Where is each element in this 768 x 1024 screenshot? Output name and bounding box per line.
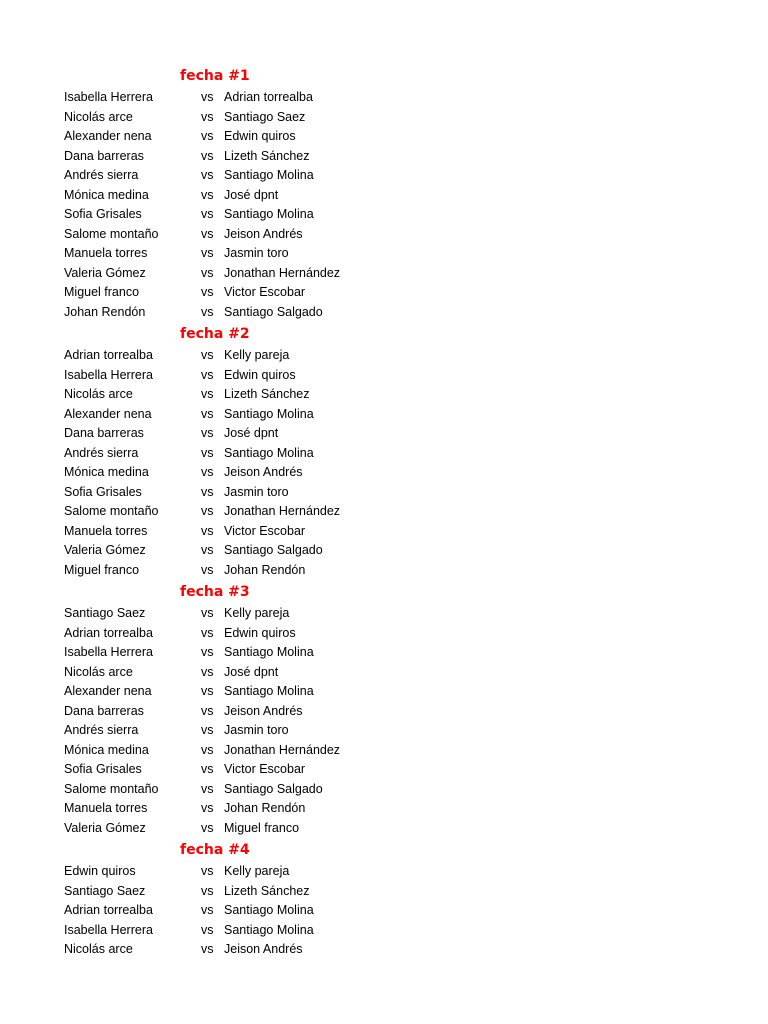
home-player: Miguel franco bbox=[64, 285, 140, 299]
home-player: Salome montaño bbox=[64, 226, 159, 241]
match-row bbox=[0, 483, 768, 503]
match-row bbox=[0, 643, 768, 663]
away-player: Santiago Saez bbox=[224, 109, 306, 124]
away-player: Jeison Andrés bbox=[224, 226, 303, 241]
away-player: Jeison Andrés bbox=[224, 942, 303, 956]
away-player: Lizeth Sánchez bbox=[224, 148, 310, 163]
away-player: Victor Escobar bbox=[224, 285, 306, 299]
vs-label: vs bbox=[201, 187, 214, 202]
home-player: Manuela torres bbox=[64, 246, 148, 260]
home-player: Adrian torrealba bbox=[64, 348, 153, 362]
home-player: Isabella Herrera bbox=[64, 367, 153, 382]
home-player: Santiago Saez bbox=[64, 883, 146, 898]
match-row bbox=[0, 147, 768, 167]
match-row bbox=[0, 303, 768, 323]
match-row bbox=[0, 264, 768, 284]
round-section bbox=[0, 64, 768, 322]
away-player: Jeison Andrés bbox=[224, 465, 303, 479]
away-player: Kelly pareja bbox=[224, 606, 290, 620]
home-player: Nicolás arce bbox=[64, 387, 133, 401]
vs-label: vs bbox=[201, 883, 214, 898]
home-player: Adrian torrealba bbox=[64, 625, 153, 640]
home-player: Valeria Gómez bbox=[64, 265, 146, 280]
away-player: Johan Rendón bbox=[224, 562, 306, 577]
home-player: Alexander nena bbox=[64, 129, 152, 143]
match-row bbox=[0, 366, 768, 386]
home-player: Alexander nena bbox=[64, 406, 152, 421]
vs-label: vs bbox=[201, 465, 214, 479]
match-row bbox=[0, 663, 768, 683]
home-player: Isabella Herrera bbox=[64, 90, 153, 104]
vs-label: vs bbox=[201, 903, 214, 917]
match-row bbox=[0, 921, 768, 941]
away-player: Jonathan Hernández bbox=[224, 504, 341, 518]
home-player: Nicolás arce bbox=[64, 109, 133, 124]
match-row bbox=[0, 624, 768, 644]
vs-label: vs bbox=[201, 703, 214, 718]
vs-label: vs bbox=[201, 304, 214, 319]
vs-label: vs bbox=[201, 367, 214, 382]
vs-label: vs bbox=[201, 664, 214, 679]
home-player: Sofia Grisales bbox=[64, 762, 142, 776]
match-row bbox=[0, 760, 768, 780]
vs-label: vs bbox=[201, 387, 214, 401]
match-row bbox=[0, 385, 768, 405]
match-row bbox=[0, 682, 768, 702]
away-player: Jeison Andrés bbox=[224, 703, 303, 718]
vs-label: vs bbox=[201, 246, 214, 260]
home-player: Alexander nena bbox=[64, 684, 152, 698]
vs-label: vs bbox=[201, 543, 214, 557]
vs-label: vs bbox=[201, 606, 214, 620]
match-row bbox=[0, 463, 768, 483]
vs-label: vs bbox=[201, 226, 214, 241]
vs-label: vs bbox=[201, 723, 214, 737]
home-player: Isabella Herrera bbox=[64, 645, 153, 659]
home-player: Manuela torres bbox=[64, 801, 148, 815]
away-player: Santiago Molina bbox=[224, 684, 314, 698]
home-player: Andrés sierra bbox=[64, 445, 139, 460]
vs-label: vs bbox=[201, 129, 214, 143]
match-row bbox=[0, 205, 768, 225]
match-row bbox=[0, 799, 768, 819]
match-row bbox=[0, 561, 768, 581]
match-row bbox=[0, 702, 768, 722]
vs-label: vs bbox=[201, 348, 214, 362]
vs-label: vs bbox=[201, 801, 214, 815]
match-row bbox=[0, 346, 768, 366]
away-player: Jasmin toro bbox=[224, 246, 289, 260]
away-player: Santiago Molina bbox=[224, 406, 314, 421]
round-title: fecha #3 bbox=[180, 584, 250, 600]
vs-label: vs bbox=[201, 742, 214, 757]
away-player: Santiago Molina bbox=[224, 903, 314, 917]
vs-label: vs bbox=[201, 523, 214, 538]
vs-label: vs bbox=[201, 625, 214, 640]
home-player: Valeria Gómez bbox=[64, 543, 146, 557]
away-player: Miguel franco bbox=[224, 820, 300, 835]
away-player: Jonathan Hernández bbox=[224, 742, 341, 757]
away-player: José dpnt bbox=[224, 664, 279, 679]
home-player: Adrian torrealba bbox=[64, 903, 153, 917]
home-player: Dana barreras bbox=[64, 703, 144, 718]
away-player: Santiago Molina bbox=[224, 645, 314, 659]
round-section bbox=[0, 580, 768, 838]
away-player: Kelly pareja bbox=[224, 348, 290, 362]
away-player: José dpnt bbox=[224, 187, 279, 202]
match-row bbox=[0, 88, 768, 108]
vs-label: vs bbox=[201, 148, 214, 163]
vs-label: vs bbox=[201, 922, 214, 937]
away-player: Edwin quiros bbox=[224, 367, 296, 382]
away-player: Santiago Salgado bbox=[224, 543, 323, 557]
away-player: Santiago Molina bbox=[224, 922, 314, 937]
match-row bbox=[0, 882, 768, 902]
away-player: Johan Rendón bbox=[224, 801, 306, 815]
home-player: Isabella Herrera bbox=[64, 922, 153, 937]
home-player: Valeria Gómez bbox=[64, 820, 146, 835]
vs-label: vs bbox=[201, 168, 214, 182]
match-row bbox=[0, 405, 768, 425]
match-row bbox=[0, 283, 768, 303]
round-section bbox=[0, 322, 768, 580]
vs-label: vs bbox=[201, 684, 214, 698]
away-player: Lizeth Sánchez bbox=[224, 883, 310, 898]
away-player: José dpnt bbox=[224, 426, 279, 440]
home-player: Johan Rendón bbox=[64, 304, 146, 319]
match-row bbox=[0, 127, 768, 147]
vs-label: vs bbox=[201, 864, 214, 878]
home-player: Sofia Grisales bbox=[64, 207, 142, 221]
away-player: Edwin quiros bbox=[224, 129, 296, 143]
match-row bbox=[0, 721, 768, 741]
away-player: Santiago Molina bbox=[224, 445, 314, 460]
vs-label: vs bbox=[201, 109, 214, 124]
away-player: Jonathan Hernández bbox=[224, 265, 341, 280]
match-row bbox=[0, 819, 768, 839]
away-player: Lizeth Sánchez bbox=[224, 387, 310, 401]
round-title: fecha #1 bbox=[180, 68, 250, 84]
away-player: Victor Escobar bbox=[224, 523, 306, 538]
match-row bbox=[0, 225, 768, 245]
vs-label: vs bbox=[201, 445, 214, 460]
match-row bbox=[0, 604, 768, 624]
vs-label: vs bbox=[201, 504, 214, 518]
home-player: Sofia Grisales bbox=[64, 484, 142, 499]
match-row bbox=[0, 741, 768, 761]
round-section bbox=[0, 838, 768, 960]
match-row bbox=[0, 940, 768, 960]
home-player: Andrés sierra bbox=[64, 168, 139, 182]
match-row bbox=[0, 862, 768, 882]
home-player: Salome montaño bbox=[64, 781, 159, 796]
away-player: Jasmin toro bbox=[224, 723, 289, 737]
away-player: Santiago Molina bbox=[224, 207, 314, 221]
away-player: Santiago Molina bbox=[224, 168, 314, 182]
match-row bbox=[0, 166, 768, 186]
away-player: Santiago Salgado bbox=[224, 781, 323, 796]
vs-label: vs bbox=[201, 484, 214, 499]
home-player: Santiago Saez bbox=[64, 606, 146, 620]
away-player: Adrian torrealba bbox=[224, 90, 313, 104]
match-row bbox=[0, 541, 768, 561]
match-row bbox=[0, 444, 768, 464]
home-player: Nicolás arce bbox=[64, 942, 133, 956]
vs-label: vs bbox=[201, 942, 214, 956]
match-row bbox=[0, 424, 768, 444]
home-player: Mónica medina bbox=[64, 187, 149, 202]
match-row bbox=[0, 901, 768, 921]
match-row bbox=[0, 780, 768, 800]
vs-label: vs bbox=[201, 562, 214, 577]
away-player: Edwin quiros bbox=[224, 625, 296, 640]
vs-label: vs bbox=[201, 406, 214, 421]
match-row bbox=[0, 502, 768, 522]
home-player: Manuela torres bbox=[64, 523, 148, 538]
vs-label: vs bbox=[201, 762, 214, 776]
vs-label: vs bbox=[201, 265, 214, 280]
away-player: Jasmin toro bbox=[224, 484, 289, 499]
home-player: Andrés sierra bbox=[64, 723, 139, 737]
vs-label: vs bbox=[201, 820, 214, 835]
home-player: Mónica medina bbox=[64, 465, 149, 479]
match-row bbox=[0, 108, 768, 128]
away-player: Victor Escobar bbox=[224, 762, 306, 776]
home-player: Nicolás arce bbox=[64, 664, 133, 679]
home-player: Salome montaño bbox=[64, 504, 159, 518]
home-player: Miguel franco bbox=[64, 562, 140, 577]
home-player: Mónica medina bbox=[64, 742, 149, 757]
home-player: Edwin quiros bbox=[64, 864, 136, 878]
away-player: Kelly pareja bbox=[224, 864, 290, 878]
fixture-document bbox=[0, 64, 768, 960]
match-row bbox=[0, 186, 768, 206]
vs-label: vs bbox=[201, 207, 214, 221]
home-player: Dana barreras bbox=[64, 148, 144, 163]
vs-label: vs bbox=[201, 781, 214, 796]
vs-label: vs bbox=[201, 426, 214, 440]
home-player: Dana barreras bbox=[64, 426, 144, 440]
away-player: Santiago Salgado bbox=[224, 304, 323, 319]
vs-label: vs bbox=[201, 90, 214, 104]
round-title: fecha #2 bbox=[180, 326, 250, 342]
round-title: fecha #4 bbox=[180, 842, 250, 858]
match-row bbox=[0, 244, 768, 264]
vs-label: vs bbox=[201, 645, 214, 659]
vs-label: vs bbox=[201, 285, 214, 299]
match-row bbox=[0, 522, 768, 542]
